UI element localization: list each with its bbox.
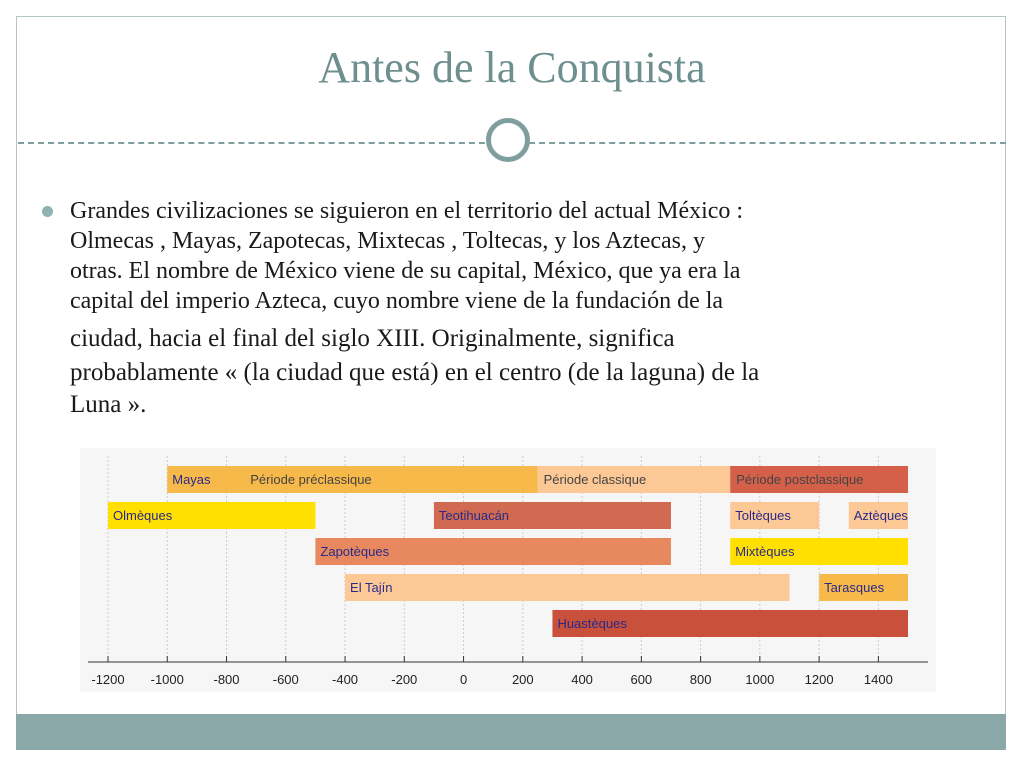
divider-circle-ornament [486,118,530,162]
civilizations-timeline [80,448,936,692]
timeline-tick-label: 1200 [804,672,834,687]
body-line: otras. El nombre de México viene de su capital, México, que ya era la [70,258,741,284]
timeline-tick-label: 800 [689,672,712,687]
period-label: Période classique [543,472,647,487]
timeline-tick-label: 400 [571,672,593,687]
civilization-label: Olmèques [113,508,173,523]
civilization-label: Aztèques [853,508,908,523]
body-line: Luna ». [70,391,147,418]
civilization-label: Toltèques [735,508,791,523]
civilization-label: Huastèques [557,616,627,631]
civilization-label: Mixtèques [735,544,795,559]
civilization-bar [345,574,789,601]
timeline-tick-label: 0 [459,672,468,687]
body-line: ciudad, hacia el final del siglo XIII. Originalmente, significa [70,325,675,352]
timeline-tick-label: -1200 [91,672,125,687]
body-line: Grandes civilizaciones se siguieron en el territorio del actual México : [70,198,744,224]
civilization-label: Tarasques [824,580,885,595]
civilization-label: Mayas [172,472,211,487]
body-line: probablamente « (la ciudad que está) en el centro (de la laguna) de la [70,359,760,386]
period-label: Période postclassique [736,472,864,487]
civilization-label: El Tajín [350,580,393,595]
timeline-tick-label: -200 [391,672,418,687]
timeline-tick-label: -800 [213,672,240,687]
slide-title: Antes de la Conquista [318,43,706,92]
civilization-label: Zapotèques [320,544,390,559]
timeline-tick-label: -1000 [150,672,184,687]
timeline-svg [80,448,936,692]
body-paragraph [70,196,950,420]
timeline-tick-label: 200 [511,672,534,687]
body-line: capital del imperio Azteca, cuyo nombre viene de la fundación de la [70,288,724,314]
period-label: Période préclassique [250,472,372,487]
timeline-tick-label: 600 [630,672,653,687]
timeline-tick-label: -600 [272,672,299,687]
bullet-icon [42,206,53,217]
timeline-tick-label: 1400 [863,672,893,687]
timeline-tick-label: -400 [332,672,359,687]
footer-bar [16,714,1006,750]
timeline-tick-label: 1000 [745,672,775,687]
body-line: Olmecas , Mayas, Zapotecas, Mixtecas , Toltecas, y los Aztecas, y [70,228,706,254]
civilization-label: Teotihuacán [438,508,510,523]
